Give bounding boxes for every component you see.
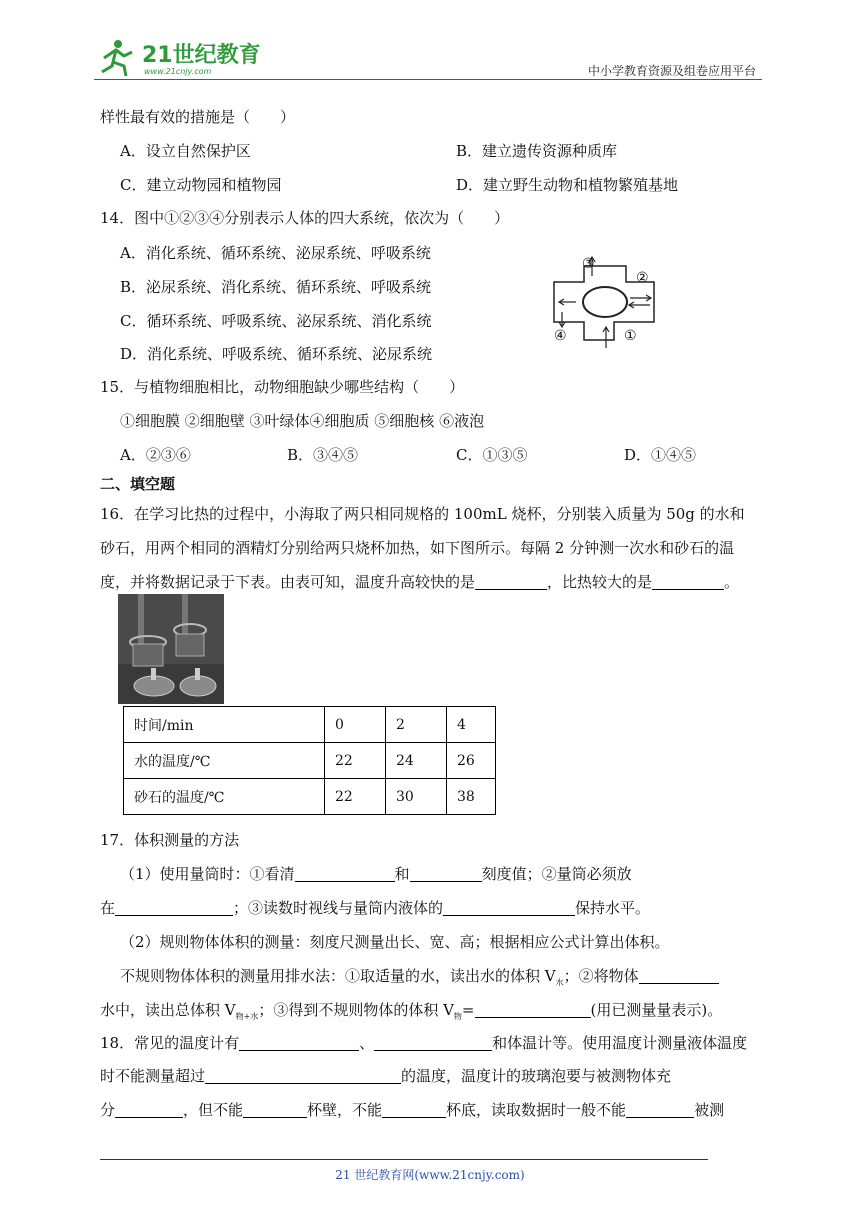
q14-option-b: B．泌尿系统、消化系统、循环系统、呼吸系统 bbox=[120, 278, 432, 296]
logo-text: 21世纪教育 bbox=[142, 43, 261, 68]
runner-icon bbox=[102, 40, 132, 76]
q18-blank-1[interactable] bbox=[239, 1033, 359, 1051]
q18-line2: 时不能测量超过 的温度，温度计的玻璃泡要与被测物体充 bbox=[100, 1067, 672, 1085]
q18-blank-2[interactable] bbox=[374, 1033, 492, 1051]
table-row bbox=[124, 743, 496, 779]
q16-line3: 度，并将数据记录于下表。由表可知，温度升高较快的是 ，比热较大的是 。 bbox=[100, 573, 740, 591]
q15-items: ①细胞膜 ②细胞壁 ③叶绿体④细胞质 ⑤细胞核 ⑥液泡 bbox=[120, 412, 485, 430]
q17-blank-5[interactable] bbox=[639, 966, 719, 984]
logo-url: www.21cnjy.com bbox=[144, 67, 212, 76]
table-cell: 38 bbox=[447, 779, 496, 815]
q15-stem: 15．与植物细胞相比，动物细胞缺少哪些结构（ ） bbox=[100, 378, 465, 396]
q18-blank-5[interactable] bbox=[243, 1100, 307, 1118]
q15-option-a: A．②③⑥ bbox=[120, 446, 191, 464]
table-cell: 22 bbox=[325, 779, 386, 815]
header-divider bbox=[94, 79, 762, 80]
q16-blank-1[interactable] bbox=[475, 572, 547, 590]
experiment-photo bbox=[118, 594, 224, 704]
q16-blank-2[interactable] bbox=[652, 572, 724, 590]
q17-line3: （2）规则物体体积的测量：刻度尺测量出长、宽、高；根据相应公式计算出体积。 bbox=[120, 933, 670, 951]
q17-blank-6[interactable] bbox=[475, 1000, 591, 1018]
table-cell: 水的温度/℃ bbox=[124, 743, 325, 779]
q15-option-b: B．③④⑤ bbox=[287, 446, 359, 464]
q17-blank-1[interactable] bbox=[295, 864, 395, 882]
q18-blank-3[interactable] bbox=[205, 1066, 401, 1084]
q17-line2: 在 ；③读数时视线与量筒内液体的 保持水平。 bbox=[100, 899, 651, 917]
table-cell: 砂石的温度/℃ bbox=[124, 779, 325, 815]
table-cell: 0 bbox=[325, 707, 386, 743]
q16-line1: 16．在学习比热的过程中，小海取了两只相同规格的 100mL 烧杯，分别装入质量为 50g 的水和 bbox=[100, 505, 745, 523]
q16-line2: 砂石，用两个相同的酒精灯分别给两只烧杯加热，如下图所示。每隔 2 分钟测一次水和砂石的温 bbox=[100, 539, 735, 557]
diagram-label-4: ④ bbox=[554, 328, 567, 344]
q14-option-c: C．循环系统、呼吸系统、泌尿系统、消化系统 bbox=[120, 312, 432, 330]
table-cell: 22 bbox=[325, 743, 386, 779]
header-platform-name: 中小学教育资源及组卷应用平台 bbox=[587, 64, 756, 78]
diagram-label-1: ① bbox=[624, 328, 637, 344]
q14-option-a: A．消化系统、循环系统、泌尿系统、呼吸系统 bbox=[120, 244, 431, 262]
q18-blank-6[interactable] bbox=[382, 1100, 446, 1118]
q17-line5: 水中，读出总体积 $V_{物+水}$；③得到不规则物体的体积 $V_物=$ (用已测量量表示)。 bbox=[100, 1001, 723, 1021]
table-cell: 30 bbox=[386, 779, 447, 815]
footer-source: 21 世纪教育网(www.21cnjy.com) bbox=[335, 1168, 525, 1182]
q13-stem-continued: 样性最有效的措施是（ ） bbox=[100, 108, 296, 126]
q17-title: 17．体积测量的方法 bbox=[100, 831, 240, 849]
q13-option-a: A．设立自然保护区 bbox=[120, 142, 251, 160]
table-row bbox=[124, 779, 496, 815]
q17-line4: 不规则物体体积的测量用排水法：①取适量的水，读出水的体积 $V_水$；②将物体 bbox=[120, 965, 719, 988]
q18-blank-7[interactable] bbox=[626, 1100, 694, 1118]
table-cell: 时间/min bbox=[124, 707, 325, 743]
q15-option-c: C．①③⑤ bbox=[456, 446, 528, 464]
site-logo bbox=[94, 36, 264, 80]
q15-option-d: D．①④⑤ bbox=[624, 446, 697, 464]
q18-line1: 18．常见的温度计有 、 和体温计等。使用温度计测量液体温度 bbox=[100, 1034, 748, 1052]
footer-divider bbox=[100, 1159, 708, 1160]
table-cell: 26 bbox=[447, 743, 496, 779]
q17-blank-4[interactable] bbox=[443, 898, 575, 916]
diagram-label-3: ③ bbox=[582, 256, 595, 272]
q17-blank-3[interactable] bbox=[115, 898, 233, 916]
q14-option-d: D．消化系统、呼吸系统、循环系统、泌尿系统 bbox=[120, 345, 433, 363]
body-systems-diagram bbox=[544, 252, 674, 352]
q18-line3: 分 ，但不能 杯壁，不能 杯底，读取数据时一般不能 被测 bbox=[100, 1101, 725, 1119]
q13-option-b: B．建立遗传资源种质库 bbox=[456, 142, 618, 160]
diagram-label-2: ② bbox=[636, 270, 649, 286]
q17-blank-2[interactable] bbox=[410, 864, 482, 882]
q17-line1: （1）使用量筒时：①看清 和 刻度值；②量筒必须放 bbox=[120, 865, 632, 883]
section-heading-fill-blank: 二、填空题 bbox=[100, 475, 176, 493]
q13-option-c: C．建立动物园和植物园 bbox=[120, 176, 282, 194]
q14-stem: 14．图中①②③④分别表示人体的四大系统，依次为（ ） bbox=[100, 209, 510, 227]
q13-option-d: D．建立野生动物和植物繁殖基地 bbox=[456, 176, 679, 194]
table-cell: 2 bbox=[386, 707, 447, 743]
q16-data-table bbox=[123, 706, 496, 815]
table-cell: 4 bbox=[447, 707, 496, 743]
table-cell: 24 bbox=[386, 743, 447, 779]
q18-blank-4[interactable] bbox=[115, 1100, 183, 1118]
table-row bbox=[124, 707, 496, 743]
